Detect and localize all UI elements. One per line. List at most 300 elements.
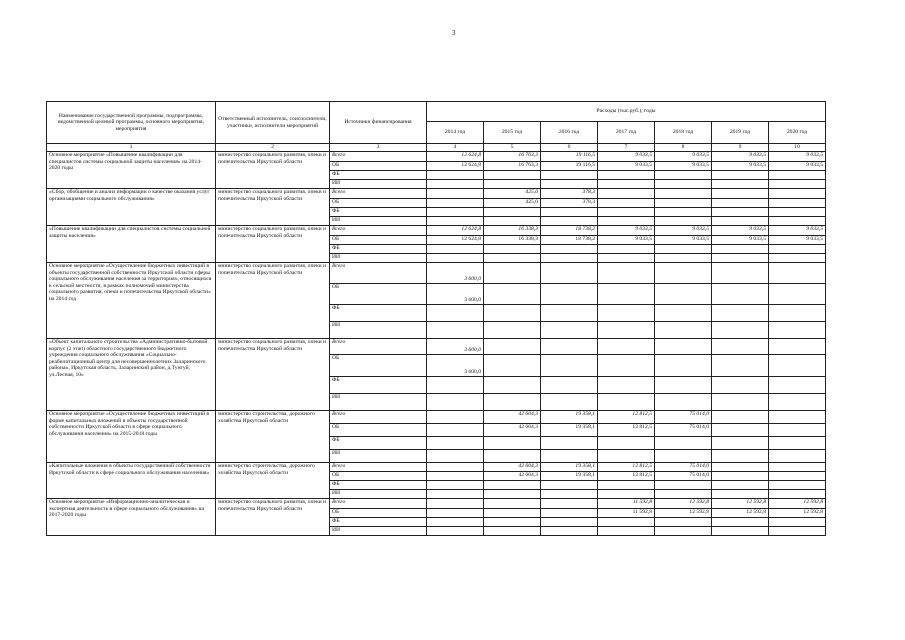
expense-cell: 9 033,5 xyxy=(655,162,712,171)
expense-cell xyxy=(598,263,655,284)
expense-cell xyxy=(541,377,598,394)
activity-name: Основное мероприятие «Осуществление бюджетных инвестиций в форме капитальных вложений в объекты государственной собственности Иркутской области в сфере социального обслуживания населения» на 2015-2018 годы xyxy=(47,411,216,463)
funding-source: ФБ xyxy=(330,481,427,490)
expense-cell: 9 033,5 xyxy=(655,152,712,162)
expense-cell xyxy=(712,411,769,424)
expense-cell xyxy=(769,199,826,208)
table-row xyxy=(47,263,826,284)
responsible-executor: министерство строительства, дорожного хозяйства Иркутской области xyxy=(216,411,330,463)
funding-source: ФБ xyxy=(330,305,427,322)
expense-cell xyxy=(655,527,712,536)
expense-cell xyxy=(655,254,712,263)
expense-cell: 9 033,5 xyxy=(598,162,655,171)
year-2020: 2020 год xyxy=(769,122,826,144)
expense-cell: 12 592,8 xyxy=(712,499,769,509)
expense-cell xyxy=(427,171,484,180)
expense-cell xyxy=(655,245,712,254)
funding-source: ИИ xyxy=(330,527,427,536)
expense-cell xyxy=(769,481,826,490)
expense-cell xyxy=(427,490,484,499)
expense-cell xyxy=(712,305,769,322)
expense-cell: 9 033,5 xyxy=(655,236,712,245)
expense-cell xyxy=(769,472,826,481)
expense-cell xyxy=(484,509,541,518)
col-index: 7 xyxy=(598,144,655,152)
expense-cell xyxy=(712,322,769,339)
funding-source: Всего xyxy=(330,152,427,162)
responsible-executor: министерство строительства, дорожного хозяйства Иркутской области xyxy=(216,463,330,499)
expense-cell xyxy=(655,437,712,450)
expense-cell xyxy=(655,322,712,339)
expense-cell xyxy=(598,180,655,189)
expense-cell xyxy=(712,472,769,481)
expense-cell xyxy=(427,217,484,226)
expense-cell: 16 763,3 xyxy=(484,162,541,171)
expense-cell: 3 600,0 xyxy=(427,263,484,284)
expense-cell: 378,3 xyxy=(541,189,598,199)
expense-cell xyxy=(712,527,769,536)
expense-cell xyxy=(769,424,826,437)
expense-cell xyxy=(484,208,541,217)
year-2018: 2018 год xyxy=(655,122,712,144)
expense-cell: 11 592,8 xyxy=(598,509,655,518)
expense-cell xyxy=(541,499,598,509)
expense-cell: 12 592,8 xyxy=(712,509,769,518)
expense-cell xyxy=(655,189,712,199)
expense-cell xyxy=(427,481,484,490)
activity-name: Основное мероприятие «Информационно-аналитическая и экспертная деятельность в сфере социального обслуживания» на 2017-2020 годы xyxy=(47,499,216,536)
expense-cell xyxy=(484,180,541,189)
expense-cell xyxy=(598,518,655,527)
expense-cell: 9 033,5 xyxy=(769,236,826,245)
expense-cell xyxy=(427,424,484,437)
col-index: 8 xyxy=(655,144,712,152)
expense-cell xyxy=(598,450,655,463)
expense-cell xyxy=(769,284,826,305)
year-2014: 2014 год xyxy=(427,122,484,144)
activity-name: «Сбор, обобщение и анализ информации о качестве оказания услуг организациями социального обслуживания» xyxy=(47,189,216,226)
expense-cell xyxy=(598,377,655,394)
expense-cell xyxy=(541,171,598,180)
expense-cell xyxy=(655,199,712,208)
col-index: 2 xyxy=(216,144,330,152)
activity-name: «Капитальные вложения в объекты государственной собственности Иркутской области в сфере социального обслуживания населения» xyxy=(47,463,216,499)
funding-source: ОБ xyxy=(330,424,427,437)
expense-cell: 12 812,5 xyxy=(598,411,655,424)
expense-cell xyxy=(769,411,826,424)
expense-cell xyxy=(541,490,598,499)
expense-cell: 19 358,1 xyxy=(541,463,598,472)
expense-cell xyxy=(427,509,484,518)
expense-cell xyxy=(598,254,655,263)
expense-cell: 12 624,8 xyxy=(427,162,484,171)
expense-cell: 75 014,0 xyxy=(655,411,712,424)
col-index: 6 xyxy=(541,144,598,152)
expense-cell: 9 033,5 xyxy=(769,152,826,162)
activity-name: «Повышение квалификации для специалистов системы социальной защиты населения» xyxy=(47,226,216,263)
activity-name: «Объект капитального строительства «Административно-бытовой корпус (2 этап) областного государственного бюджетного учреждения социального обслуживания «Социально-реабилитационный центр для несовершеннолетних Заларинского района», Иркутская область, Заларинский район, д.Тунгуй, ул.Лесная, 10» xyxy=(47,339,216,411)
expense-cell xyxy=(769,339,826,355)
funding-source: ИИ xyxy=(330,322,427,339)
expense-cell xyxy=(712,339,769,355)
expense-cell: 12 812,5 xyxy=(598,472,655,481)
expense-cell: 42 604,3 xyxy=(484,463,541,472)
responsible-executor: министерство социального развития, опеки и попечительства Иркутской области xyxy=(216,263,330,339)
expense-cell xyxy=(598,189,655,199)
expense-cell xyxy=(427,463,484,472)
expense-cell xyxy=(769,208,826,217)
expense-cell: 12 592,8 xyxy=(769,509,826,518)
expense-cell: 18 738,2 xyxy=(541,236,598,245)
expense-cell xyxy=(427,518,484,527)
funding-source: ОБ xyxy=(330,236,427,245)
expense-cell xyxy=(712,355,769,377)
expense-cell xyxy=(541,355,598,377)
expense-cell xyxy=(484,527,541,536)
year-2019: 2019 год xyxy=(712,122,769,144)
expenditure-table xyxy=(46,101,826,536)
responsible-executor: министерство социального развития, опеки и попечительства Иркутской области xyxy=(216,339,330,411)
expense-cell xyxy=(655,217,712,226)
funding-source: ИИ xyxy=(330,394,427,411)
table-row xyxy=(47,189,826,199)
expense-cell xyxy=(655,305,712,322)
expense-cell xyxy=(712,217,769,226)
expense-cell: 16 763,3 xyxy=(484,152,541,162)
expense-cell xyxy=(484,490,541,499)
expense-cell xyxy=(769,450,826,463)
expense-cell xyxy=(655,180,712,189)
expense-cell xyxy=(541,284,598,305)
expense-cell xyxy=(541,527,598,536)
responsible-executor: министерство социального развития, опеки и попечительства Иркутской области xyxy=(216,152,330,189)
activity-name: Основное мероприятие «Повышение квалификации для специалистов системы социальной защиты населения» на 2014-2020 годы xyxy=(47,152,216,189)
table-row xyxy=(47,463,826,472)
expense-cell: 12 624,8 xyxy=(427,226,484,236)
expense-cell: 19 358,1 xyxy=(541,424,598,437)
responsible-executor: министерство социального развития, опеки и попечительства Иркутской области xyxy=(216,189,330,226)
expense-cell xyxy=(598,355,655,377)
funding-source: ФБ xyxy=(330,208,427,217)
expense-cell: 16 338,3 xyxy=(484,226,541,236)
expense-cell xyxy=(484,394,541,411)
expense-cell xyxy=(655,377,712,394)
expense-cell xyxy=(712,490,769,499)
expense-cell xyxy=(427,305,484,322)
expense-cell xyxy=(541,322,598,339)
expense-cell xyxy=(769,518,826,527)
expense-cell xyxy=(541,245,598,254)
expense-cell xyxy=(655,394,712,411)
expense-cell: 3 600,0 xyxy=(427,284,484,305)
expense-cell xyxy=(769,263,826,284)
expense-cell xyxy=(484,339,541,355)
expense-cell xyxy=(598,305,655,322)
funding-source: ОБ xyxy=(330,162,427,171)
expense-cell xyxy=(769,437,826,450)
expense-cell xyxy=(598,490,655,499)
funding-source: Всего xyxy=(330,463,427,472)
expense-cell xyxy=(712,284,769,305)
expense-cell xyxy=(769,180,826,189)
funding-source: ИИ xyxy=(330,450,427,463)
expense-cell: 75 014,0 xyxy=(655,424,712,437)
expense-cell xyxy=(541,437,598,450)
expense-cell: 9 033,5 xyxy=(712,162,769,171)
funding-source: ИИ xyxy=(330,217,427,226)
col-index: 4 xyxy=(427,144,484,152)
funding-source: Всего xyxy=(330,499,427,509)
expense-cell xyxy=(769,217,826,226)
expense-cell xyxy=(655,263,712,284)
expense-cell xyxy=(712,254,769,263)
expense-cell xyxy=(712,437,769,450)
expense-cell xyxy=(769,394,826,411)
expense-cell xyxy=(655,490,712,499)
expense-cell: 9 033,5 xyxy=(655,226,712,236)
expense-cell: 12 592,8 xyxy=(655,499,712,509)
expense-cell xyxy=(598,394,655,411)
expense-cell xyxy=(769,377,826,394)
expense-cell xyxy=(541,394,598,411)
expense-cell xyxy=(427,180,484,189)
expense-cell xyxy=(769,171,826,180)
expense-cell xyxy=(712,481,769,490)
expense-cell: 9 033,5 xyxy=(598,236,655,245)
expense-cell xyxy=(598,217,655,226)
funding-source: ФБ xyxy=(330,377,427,394)
expense-cell xyxy=(655,284,712,305)
expense-cell: 9 033,5 xyxy=(712,152,769,162)
expense-cell xyxy=(598,527,655,536)
expense-cell xyxy=(769,355,826,377)
expense-cell xyxy=(541,305,598,322)
expense-cell: 19 358,1 xyxy=(541,472,598,481)
expense-cell xyxy=(484,355,541,377)
expense-cell: 12 812,5 xyxy=(598,463,655,472)
expense-cell xyxy=(769,527,826,536)
expense-cell xyxy=(484,284,541,305)
expense-cell xyxy=(541,481,598,490)
expense-cell xyxy=(541,518,598,527)
expense-cell: 11 592,8 xyxy=(598,499,655,509)
expense-cell xyxy=(484,437,541,450)
expense-cell xyxy=(769,305,826,322)
header-responsible: Ответственный исполнитель, соисполнители, участники, исполнители мероприятий xyxy=(216,102,330,144)
expense-cell: 3 600,0 xyxy=(427,339,484,355)
col-index: 3 xyxy=(330,144,427,152)
expense-cell xyxy=(541,509,598,518)
funding-source: ИИ xyxy=(330,490,427,499)
expense-cell: 9 033,5 xyxy=(769,226,826,236)
funding-source: Всего xyxy=(330,189,427,199)
col-index: 1 xyxy=(47,144,216,152)
year-2017: 2017 год xyxy=(598,122,655,144)
expense-cell xyxy=(712,377,769,394)
expense-cell xyxy=(427,527,484,536)
funding-source: ИИ xyxy=(330,254,427,263)
expense-cell xyxy=(712,450,769,463)
expense-cell: 3 600,0 xyxy=(427,355,484,377)
table-row xyxy=(47,499,826,509)
expense-cell: 19 358,1 xyxy=(541,411,598,424)
expense-cell: 42 604,3 xyxy=(484,424,541,437)
expense-cell xyxy=(541,180,598,189)
funding-source: ОБ xyxy=(330,199,427,208)
expense-cell: 12 592,8 xyxy=(769,499,826,509)
header-source: Источники финансирования xyxy=(330,102,427,144)
funding-source: Всего xyxy=(330,411,427,424)
expense-cell xyxy=(427,208,484,217)
expense-cell xyxy=(712,208,769,217)
responsible-executor: министерство социального развития, опеки и попечительства Иркутской области xyxy=(216,499,330,536)
expense-cell xyxy=(427,411,484,424)
expense-cell xyxy=(541,254,598,263)
expense-cell: 18 738,2 xyxy=(541,226,598,236)
expense-cell xyxy=(598,437,655,450)
expense-cell xyxy=(712,263,769,284)
expense-cell: 19 116,5 xyxy=(541,162,598,171)
expense-cell: 19 116,5 xyxy=(541,152,598,162)
expense-cell xyxy=(712,424,769,437)
expense-cell xyxy=(484,254,541,263)
expense-cell: 9 033,5 xyxy=(598,226,655,236)
expense-cell xyxy=(541,217,598,226)
expense-cell xyxy=(712,171,769,180)
expense-cell: 12 624,8 xyxy=(427,152,484,162)
expense-cell xyxy=(769,322,826,339)
funding-source: Всего xyxy=(330,263,427,284)
table-row xyxy=(47,152,826,162)
expense-cell xyxy=(427,377,484,394)
expense-cell xyxy=(427,189,484,199)
expense-cell xyxy=(427,254,484,263)
expense-cell: 42 604,3 xyxy=(484,411,541,424)
expense-cell xyxy=(484,377,541,394)
expense-cell xyxy=(427,499,484,509)
header-expenditures: Расходы (тыс.руб.), годы xyxy=(427,102,826,122)
expense-cell xyxy=(712,394,769,411)
expense-cell xyxy=(427,199,484,208)
table-row xyxy=(47,339,826,355)
activity-name: Основное мероприятие «Осуществление бюджетных инвестиций в объекты государственной собственности Иркутской области сферы социального обслуживания населения за территориях, относящихся к сельской местности, в рамках полномочий министерства социального развития, опеки и попечительства Иркутской области» на 2014 год xyxy=(47,263,216,339)
expense-cell: 42 604,3 xyxy=(484,472,541,481)
expense-cell xyxy=(712,199,769,208)
expense-cell xyxy=(655,481,712,490)
expense-cell xyxy=(484,499,541,509)
expense-cell xyxy=(598,245,655,254)
table-row xyxy=(47,411,826,424)
expense-cell xyxy=(427,394,484,411)
expense-cell xyxy=(769,245,826,254)
expense-cell xyxy=(484,217,541,226)
expense-cell xyxy=(769,490,826,499)
expense-cell: 425,0 xyxy=(484,199,541,208)
expense-cell xyxy=(598,208,655,217)
expense-cell xyxy=(598,284,655,305)
funding-source: ОБ xyxy=(330,509,427,518)
expense-cell xyxy=(484,481,541,490)
expense-cell: 12 812,5 xyxy=(598,424,655,437)
expense-cell xyxy=(655,355,712,377)
expense-cell: 9 033,5 xyxy=(769,162,826,171)
expense-cell xyxy=(712,189,769,199)
expense-cell xyxy=(655,208,712,217)
funding-source: ОБ xyxy=(330,284,427,305)
expense-cell: 425,0 xyxy=(484,189,541,199)
header-name: Наименование государственной программы, подпрограммы, ведомственной целевой программы, основного мероприятия, мероприятия xyxy=(47,102,216,144)
funding-source: ФБ xyxy=(330,518,427,527)
expense-cell: 378,3 xyxy=(541,199,598,208)
expense-cell xyxy=(541,208,598,217)
table-row xyxy=(47,226,826,236)
expense-cell xyxy=(769,463,826,472)
year-2016: 2016 год xyxy=(541,122,598,144)
expense-cell: 12 624,8 xyxy=(427,236,484,245)
responsible-executor: министерство социального развития, опеки и попечительства Иркутской области xyxy=(216,226,330,263)
expense-cell xyxy=(655,450,712,463)
expense-cell xyxy=(655,518,712,527)
expense-cell xyxy=(655,339,712,355)
funding-source: ОБ xyxy=(330,472,427,481)
expense-cell xyxy=(712,245,769,254)
expense-cell xyxy=(655,171,712,180)
expense-cell xyxy=(484,263,541,284)
funding-source: ОБ xyxy=(330,355,427,377)
expense-cell xyxy=(598,322,655,339)
column-index-row xyxy=(47,144,826,152)
funding-source: ФБ xyxy=(330,437,427,450)
funding-source: ФБ xyxy=(330,245,427,254)
expense-cell xyxy=(769,254,826,263)
expense-cell xyxy=(598,339,655,355)
expense-cell: 12 592,8 xyxy=(655,509,712,518)
funding-source: ФБ xyxy=(330,171,427,180)
expense-cell xyxy=(427,450,484,463)
expense-cell xyxy=(484,518,541,527)
expense-cell xyxy=(484,245,541,254)
col-index: 9 xyxy=(712,144,769,152)
expense-cell xyxy=(541,263,598,284)
expense-cell xyxy=(541,450,598,463)
expense-cell xyxy=(484,450,541,463)
expense-cell xyxy=(712,463,769,472)
funding-source: Всего xyxy=(330,339,427,355)
expense-cell xyxy=(427,472,484,481)
expense-cell xyxy=(427,437,484,450)
page-number: 3 xyxy=(452,29,456,37)
funding-source: ИИ xyxy=(330,180,427,189)
expense-cell: 75 014,0 xyxy=(655,463,712,472)
expense-cell xyxy=(541,339,598,355)
expense-cell: 9 033,5 xyxy=(712,226,769,236)
expense-cell xyxy=(484,322,541,339)
year-2015: 2015 год xyxy=(484,122,541,144)
expense-cell: 16 338,3 xyxy=(484,236,541,245)
funding-source: Всего xyxy=(330,226,427,236)
col-index: 10 xyxy=(769,144,826,152)
expense-cell xyxy=(484,305,541,322)
col-index: 5 xyxy=(484,144,541,152)
expense-cell: 9 033,5 xyxy=(712,236,769,245)
expense-cell xyxy=(598,199,655,208)
expense-cell xyxy=(427,322,484,339)
expense-cell xyxy=(598,171,655,180)
expense-cell xyxy=(484,171,541,180)
expense-cell: 9 033,5 xyxy=(598,152,655,162)
expense-cell xyxy=(712,518,769,527)
expense-cell: 75 014,0 xyxy=(655,472,712,481)
